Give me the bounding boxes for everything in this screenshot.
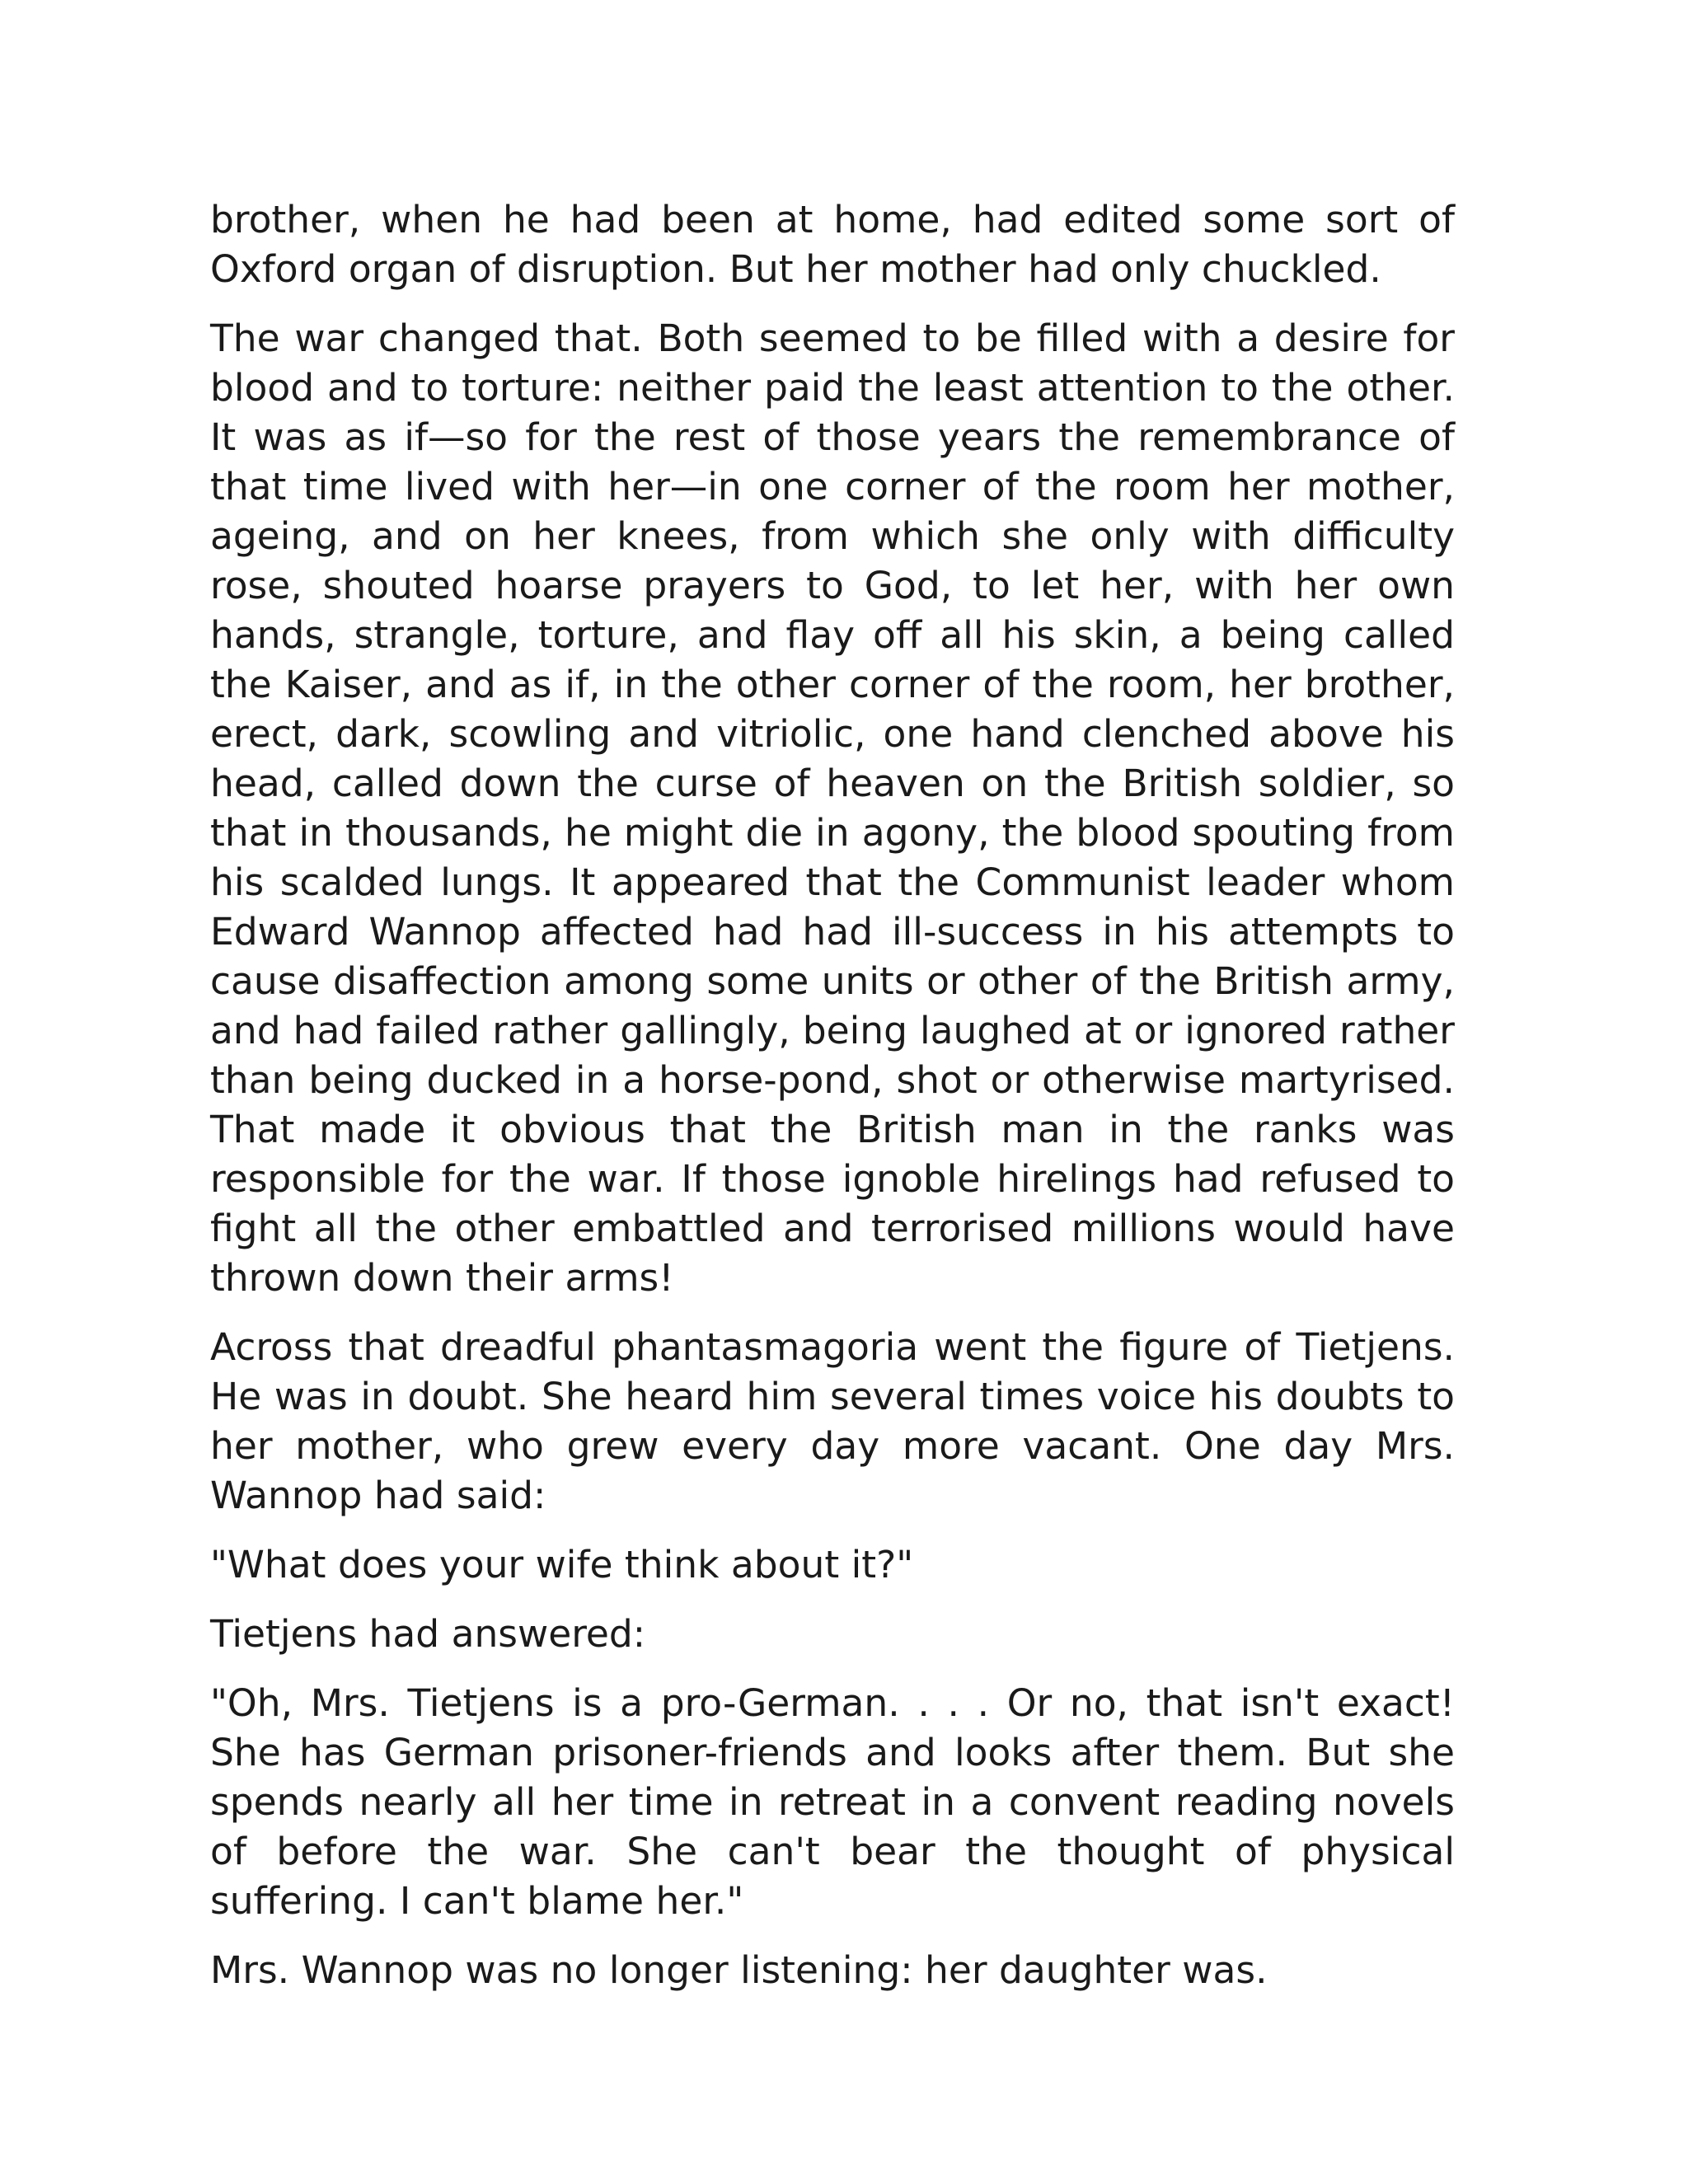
document-page: [210, 195, 1455, 2015]
paragraph: Mrs. Wannop was no longer listening: her daughter was.: [210, 1948, 1268, 1992]
paragraph: The war changed that. Both seemed to be filled with a desire for blood and to torture: neither paid the least attention to the other. It was as if—so for the rest of those years the remembrance of that time lived with her—in one corner of the room her mother, ageing, and on her knees, from which she only with difficulty rose, shouted hoarse prayers to God, to let her, with her own hands, strangle, torture, and flay off all his skin, a being called the Kaiser, and as if, in the other corner of the room, her brother, erect, dark, scowling and vitriolic, one hand clenched above his head, called down the curse of heaven on the British soldier, so that in thousands, he might die in agony, the blood spouting from his scalded lungs. It appeared that the Communist leader whom Edward Wannop affected had had ill-success in his attempts to cause disaffection among some units or other of the British army, and had failed rather gallingly, being laughed at or ignored rather than being ducked in a horse-pond, shot or otherwise martyrised. That made it obvious that the British man in the ranks was responsible for the war. If those ignoble hirelings had refused to fight all the other embattled and terrorised millions would have thrown down their arms!: [210, 316, 1455, 1300]
paragraph: brother, when he had been at home, had edited some sort of Oxford organ of disruption. But her mother had only chuckled.: [210, 198, 1455, 291]
paragraph: Across that dreadful phantasmagoria went the figure of Tietjens. He was in doubt. She heard him several times voice his doubts to her mother, who grew every day more vacant. One day Mrs. Wannop had said:: [210, 1325, 1455, 1517]
paragraph: "What does your wife think about it?": [210, 1543, 914, 1586]
paragraph: Tietjens had answered:: [210, 1612, 646, 1656]
paragraph: "Oh, Mrs. Tietjens is a pro-German. . . . Or no, that isn't exact! She has German prisoner-friends and looks after them. But she spends nearly all her time in retreat in a convent reading novels of before the war. She can't bear the thought of physical suffering. I can't blame her.": [210, 1681, 1455, 1923]
